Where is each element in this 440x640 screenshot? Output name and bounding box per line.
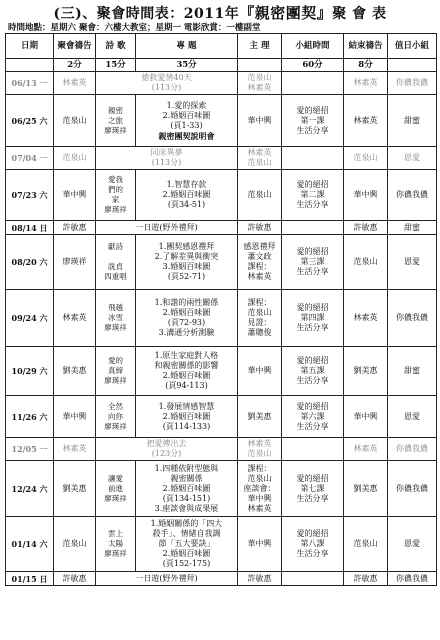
cell-topic: 1.智慧存款 2.婚姻百味圖 (頁34-51)	[136, 170, 238, 221]
duration-cell: 60分	[282, 59, 344, 72]
duration-cell: 8分	[344, 59, 388, 72]
cell-group: 愛的絕招 第一課 生活分享	[282, 95, 344, 147]
cell-pray: 許敏惠	[54, 572, 96, 586]
topic-note: 親密團契說明會	[158, 130, 215, 141]
cell-topic: 1.四種依附型態與 親密關係 2.婚姻百味圖 (頁134-151) 3.座談會與成果展	[136, 461, 238, 517]
schedule-body	[6, 72, 437, 586]
table-row	[6, 170, 437, 221]
cell-date: 12/05 一	[6, 438, 54, 461]
cell-close: 劉美惠	[344, 347, 388, 396]
cell-date: 11/26 六	[6, 396, 54, 438]
col-header: 專 題	[136, 34, 238, 59]
col-header: 聚會禱告	[54, 34, 96, 59]
cell-close: 范泉山	[344, 517, 388, 572]
cell-pray: 劉美惠	[54, 347, 96, 396]
cell-duty: 恩愛	[388, 147, 437, 170]
col-header: 詩 歌	[96, 34, 136, 59]
cell-duty: 甜蜜	[388, 221, 437, 235]
cell-host: 感恩禮拜 蕭文政 課程： 林素英	[238, 235, 282, 290]
duration-cell	[6, 59, 54, 72]
page-title	[0, 2, 440, 23]
cell-group: 愛的絕招 第六課 生活分享	[282, 396, 344, 438]
cell-group	[282, 438, 344, 461]
duration-cell: 2分	[54, 59, 96, 72]
cell-host: 林素英 范泉山	[238, 438, 282, 461]
cell-date: 01/14 六	[6, 517, 54, 572]
cell-host: 課程： 范泉山 座談會： 華中興 林素英	[238, 461, 282, 517]
header-row	[6, 34, 437, 59]
cell-pray: 林素英	[54, 72, 96, 95]
duration-cell: 35分	[136, 59, 238, 72]
cell-topic: 1.和諧的兩性關係 2.婚姻百味圖 (頁72-93) 3.溝通分析測驗	[136, 290, 238, 347]
cell-close: 林素英	[344, 290, 388, 347]
cell-host: 劉美惠	[238, 396, 282, 438]
cell-host: 課程： 范泉山 見證： 蕭聰俊	[238, 290, 282, 347]
duration-row	[6, 59, 437, 72]
cell-host: 許敏惠	[238, 221, 282, 235]
cell-group	[282, 572, 344, 586]
cell-date: 01/15 日	[6, 572, 54, 586]
cell-group	[282, 147, 344, 170]
table-row	[6, 517, 437, 572]
cell-duty: 恩愛	[388, 235, 437, 290]
cell-date: 09/24 六	[6, 290, 54, 347]
cell-group	[282, 221, 344, 235]
cell-close: 劉美惠	[344, 461, 388, 517]
cell-close: 許敏惠	[344, 572, 388, 586]
table-row	[6, 95, 437, 147]
cell-close: 范泉山	[344, 147, 388, 170]
cell-song: 愛的 真締 廖瑛祥	[96, 347, 136, 396]
cell-topic: 一日遊(野外禮拜)	[96, 221, 238, 235]
cell-topic: 搶救愛情40天 (113分)	[96, 72, 238, 95]
cell-group	[282, 72, 344, 95]
col-header: 日期	[6, 34, 54, 59]
title-suffix: 聚 會 表	[332, 6, 387, 22]
cell-song: 愛我 們的 家 廖瑛祥	[96, 170, 136, 221]
cell-duty: 你儂我儂	[388, 72, 437, 95]
cell-date: 12/24 六	[6, 461, 54, 517]
table-row	[6, 461, 437, 517]
table-row	[6, 572, 437, 586]
duration-cell	[238, 59, 282, 72]
cell-song: 雲上 太陽 廖瑛祥	[96, 517, 136, 572]
cell-duty: 你儂我儂	[388, 461, 437, 517]
cell-pray: 林素英	[54, 290, 96, 347]
cell-host: 范泉山	[238, 170, 282, 221]
cell-topic: 同床異夢 (113分)	[96, 147, 238, 170]
duration-cell	[388, 59, 437, 72]
cell-group: 愛的絕招 第二課 生活分享	[282, 170, 344, 221]
time-location-line: 時間地點：星期六 聚會：六樓大教室；星期一 電影欣賞：一樓副堂	[8, 23, 261, 33]
cell-duty: 你儂我儂	[388, 170, 437, 221]
cell-pray: 華中興	[54, 396, 96, 438]
cell-close: 華中興	[344, 396, 388, 438]
cell-group: 愛的絕招 第五課 生活分享	[282, 347, 344, 396]
cell-close: 林素英	[344, 95, 388, 147]
cell-group: 愛的絕招 第八課 生活分享	[282, 517, 344, 572]
cell-topic: 把愛傳出去 (123分)	[96, 438, 238, 461]
cell-topic: 1.團契感恩禮拜 2.了解差異與衝突 3.婚姻百味圖 (頁52-71)	[136, 235, 238, 290]
cell-date: 07/23 六	[6, 170, 54, 221]
cell-host: 林素英 范泉山	[238, 147, 282, 170]
cell-date: 07/04 一	[6, 147, 54, 170]
cell-topic: 1.原生家庭對人格 和親密關係的影響 2.婚姻百味圖 (頁94-113)	[136, 347, 238, 396]
table-row	[6, 235, 437, 290]
cell-date: 08/14 日	[6, 221, 54, 235]
cell-pray: 范泉山	[54, 147, 96, 170]
cell-topic: 一日遊(野外禮拜)	[96, 572, 238, 586]
col-header: 主 理	[238, 34, 282, 59]
cell-group: 愛的絕招 第三課 生活分享	[282, 235, 344, 290]
cell-pray: 范泉山	[54, 517, 96, 572]
cell-song: 全然 向你 廖瑛祥	[96, 396, 136, 438]
table-row	[6, 72, 437, 95]
cell-pray: 林素英	[54, 438, 96, 461]
cell-duty: 恩愛	[388, 396, 437, 438]
cell-close: 林素英	[344, 438, 388, 461]
cell-song: 親密 之旅 廖瑛祥	[96, 95, 136, 147]
cell-host: 華中興	[238, 517, 282, 572]
col-header: 結束禱告	[344, 34, 388, 59]
cell-date: 06/13 一	[6, 72, 54, 95]
cell-song: 讓愛 前進 廖瑛祥	[96, 461, 136, 517]
table-row	[6, 221, 437, 235]
cell-song: 飛越 冰雪 廖瑛祥	[96, 290, 136, 347]
cell-duty: 恩愛	[388, 517, 437, 572]
cell-close: 林素英	[344, 72, 388, 95]
title-emphasis: 『親密團契』	[239, 4, 333, 22]
cell-topic	[136, 95, 238, 147]
cell-pray: 廖瑛祥	[54, 235, 96, 290]
cell-pray: 范泉山	[54, 95, 96, 147]
col-header: 小組時間	[282, 34, 344, 59]
cell-topic: 1.發展情感智慧 2.婚姻百味圖 (頁114-133)	[136, 396, 238, 438]
table-row	[6, 347, 437, 396]
title-prefix: (三)、聚會時間表：2011年	[53, 6, 240, 22]
topic-text: 1.愛的探索 2.婚姻百味圖 (頁1-33)	[162, 100, 211, 130]
cell-close: 許敏惠	[344, 221, 388, 235]
cell-date: 08/20 六	[6, 235, 54, 290]
cell-topic: 1.婚姻關係的「四大 殺手」、情緒自我調 節「五大要訣」 2.婚姻百味圖 (頁152-175)	[136, 517, 238, 572]
cell-duty: 你儂我儂	[388, 438, 437, 461]
cell-pray: 華中興	[54, 170, 96, 221]
cell-host: 華中興	[238, 95, 282, 147]
table-row	[6, 438, 437, 461]
cell-group: 愛的絕招 第七課 生活分享	[282, 461, 344, 517]
cell-close: 范泉山	[344, 235, 388, 290]
cell-pray: 許敏惠	[54, 221, 96, 235]
duration-cell: 15分	[96, 59, 136, 72]
table-row	[6, 290, 437, 347]
cell-pray: 劉美惠	[54, 461, 96, 517]
cell-duty: 你儂我儂	[388, 290, 437, 347]
table-row	[6, 396, 437, 438]
cell-group: 愛的絕招 第四課 生活分享	[282, 290, 344, 347]
col-header: 值日小組	[388, 34, 437, 59]
cell-duty: 甜蜜	[388, 95, 437, 147]
cell-duty: 你儂我儂	[388, 572, 437, 586]
cell-song: 獻詩 詵貞 四重唱	[96, 235, 136, 290]
cell-date: 10/29 六	[6, 347, 54, 396]
cell-host: 許敏惠	[238, 572, 282, 586]
schedule-table	[5, 33, 437, 586]
table-row	[6, 147, 437, 170]
cell-date: 06/25 六	[6, 95, 54, 147]
cell-duty: 甜蜜	[388, 347, 437, 396]
cell-close: 華中興	[344, 170, 388, 221]
cell-host: 華中興	[238, 347, 282, 396]
cell-host: 范泉山 林素英	[238, 72, 282, 95]
